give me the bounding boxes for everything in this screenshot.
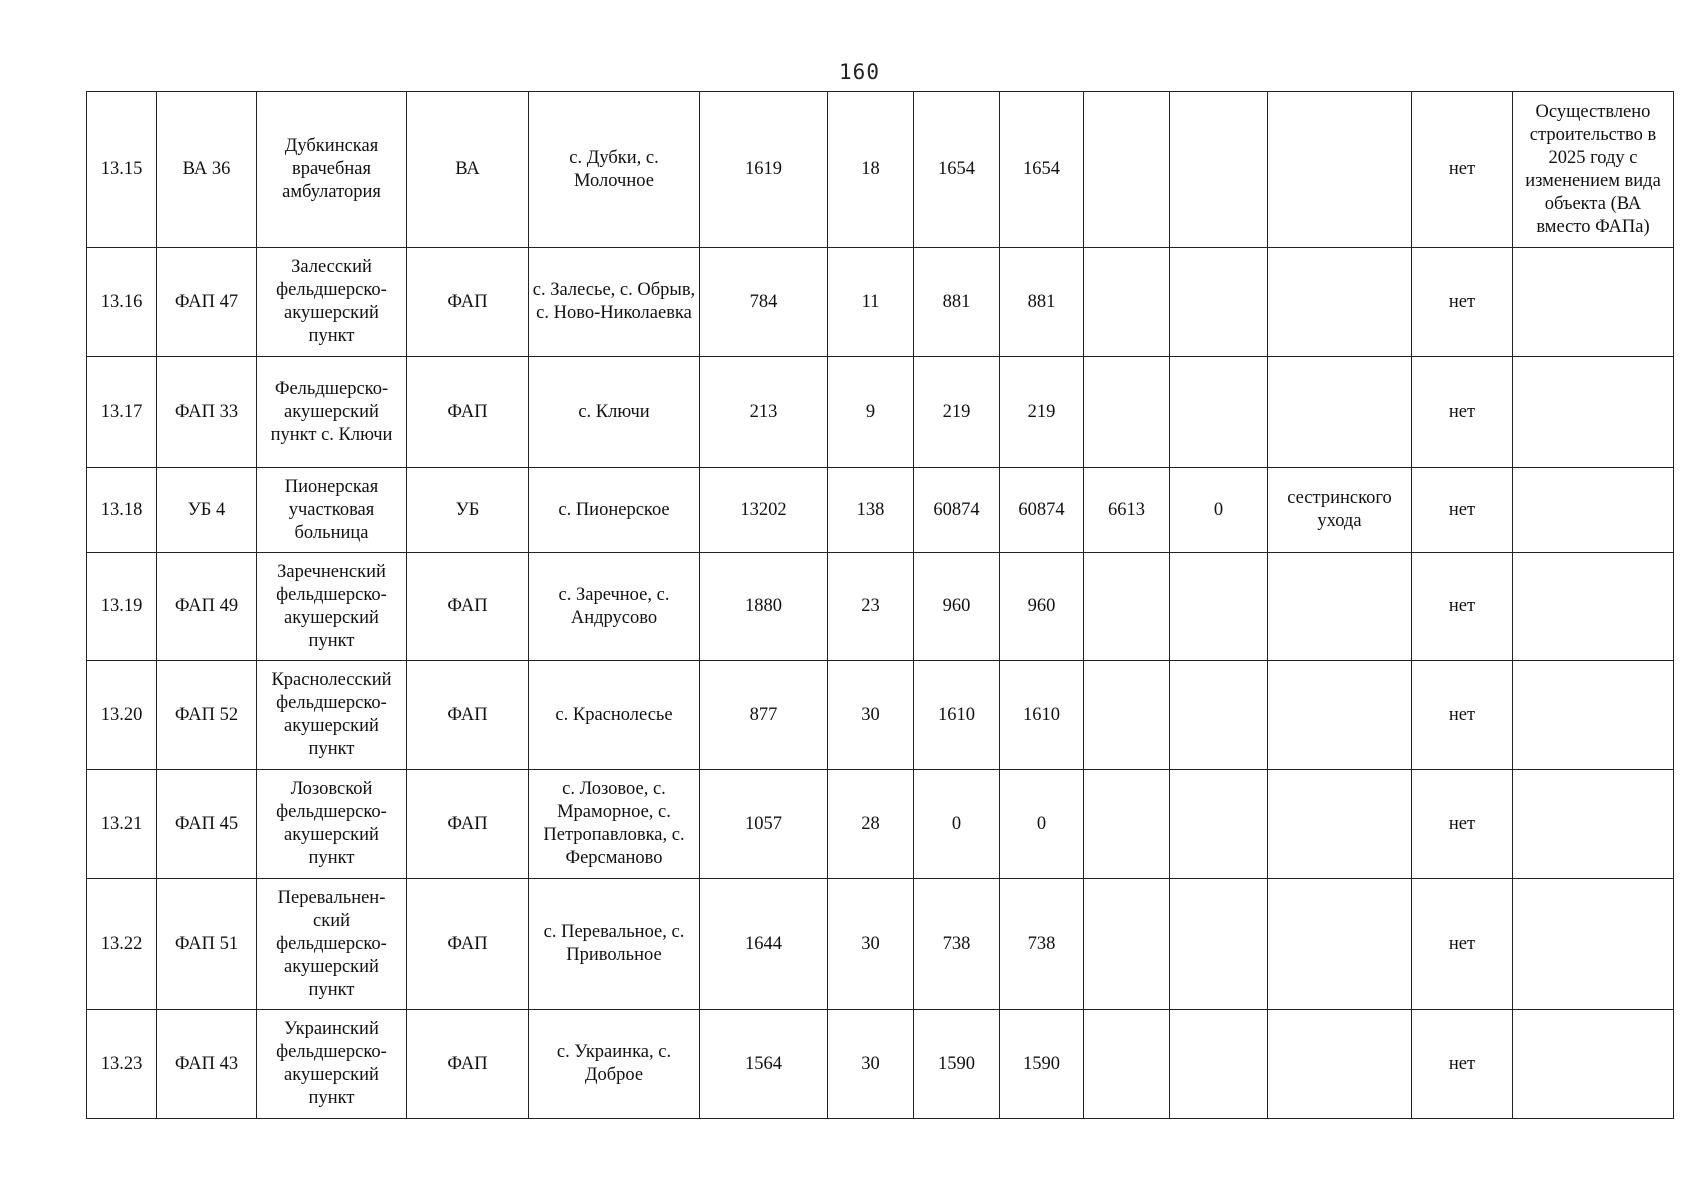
value-7 [1268,661,1412,770]
value-2: 11 [828,248,914,357]
note [1513,661,1674,770]
note [1513,357,1674,468]
value-3: 60874 [914,468,1000,553]
value-4: 219 [1000,357,1084,468]
table-row [87,357,1674,468]
settlements: с. Залесье, с. Обрыв, с. Ново-Николаевка [529,248,700,357]
settlements: с. Пионерское [529,468,700,553]
value-1: 1564 [700,1010,828,1119]
value-2: 138 [828,468,914,553]
value-4: 60874 [1000,468,1084,553]
table-row [87,770,1674,879]
value-5 [1084,879,1170,1010]
note [1513,770,1674,879]
settlements: с. Ключи [529,357,700,468]
value-1: 1644 [700,879,828,1010]
row-number: 13.15 [87,92,157,248]
facility-code: ВА 36 [157,92,257,248]
value-7 [1268,92,1412,248]
value-1: 213 [700,357,828,468]
value-8: нет [1412,468,1513,553]
row-number: 13.23 [87,1010,157,1119]
value-6 [1170,92,1268,248]
value-7 [1268,553,1412,661]
value-2: 30 [828,1010,914,1119]
facility-type: ВА [407,92,529,248]
value-8: нет [1412,553,1513,661]
facilities-table [86,91,1674,1119]
value-5 [1084,661,1170,770]
value-3: 1590 [914,1010,1000,1119]
settlements: с. Краснолесье [529,661,700,770]
facility-type: УБ [407,468,529,553]
value-6 [1170,248,1268,357]
value-7 [1268,1010,1412,1119]
value-7 [1268,879,1412,1010]
value-4: 1590 [1000,1010,1084,1119]
table-row [87,879,1674,1010]
settlements: с. Дубки, с. Молочное [529,92,700,248]
facility-type: ФАП [407,770,529,879]
facility-name: Краснолесский фельдшерско-акушерский пункт [257,661,407,770]
facility-name: Фельдшерско-акушерский пункт с. Ключи [257,357,407,468]
value-2: 30 [828,879,914,1010]
value-3: 1654 [914,92,1000,248]
value-1: 1619 [700,92,828,248]
value-1: 784 [700,248,828,357]
table-row [87,248,1674,357]
note: Осуществлено строительство в 2025 году с изменением вида объекта (ВА вместо ФАПа) [1513,92,1674,248]
value-6 [1170,357,1268,468]
value-3: 1610 [914,661,1000,770]
value-1: 1880 [700,553,828,661]
value-7 [1268,248,1412,357]
value-5 [1084,553,1170,661]
table-row [87,92,1674,248]
value-8: нет [1412,879,1513,1010]
value-1: 877 [700,661,828,770]
table-row [87,468,1674,553]
facility-code: ФАП 45 [157,770,257,879]
facility-code: ФАП 43 [157,1010,257,1119]
value-5 [1084,248,1170,357]
facility-code: ФАП 47 [157,248,257,357]
facility-name: Залесский фельдшерско-акушерский пункт [257,248,407,357]
value-8: нет [1412,248,1513,357]
value-4: 1654 [1000,92,1084,248]
facility-code: ФАП 33 [157,357,257,468]
facility-type: ФАП [407,357,529,468]
value-1: 1057 [700,770,828,879]
value-5 [1084,92,1170,248]
facility-code: ФАП 49 [157,553,257,661]
table-row [87,553,1674,661]
value-6 [1170,770,1268,879]
note [1513,1010,1674,1119]
facility-type: ФАП [407,248,529,357]
note [1513,248,1674,357]
value-5: 6613 [1084,468,1170,553]
row-number: 13.19 [87,553,157,661]
row-number: 13.18 [87,468,157,553]
facility-name: Лозовской фельдшерско-акушерский пункт [257,770,407,879]
facility-name: Перевальнен-ский фельдшерско-акушерский пункт [257,879,407,1010]
value-6 [1170,1010,1268,1119]
facility-name: Дубкинская врачебная амбулатория [257,92,407,248]
value-2: 9 [828,357,914,468]
value-6: 0 [1170,468,1268,553]
value-4: 738 [1000,879,1084,1010]
facility-name: Украинский фельдшерско-акушерский пункт [257,1010,407,1119]
value-8: нет [1412,661,1513,770]
value-8: нет [1412,770,1513,879]
row-number: 13.16 [87,248,157,357]
value-3: 881 [914,248,1000,357]
facility-code: ФАП 51 [157,879,257,1010]
value-8: нет [1412,357,1513,468]
row-number: 13.20 [87,661,157,770]
settlements: с. Лозовое, с. Мраморное, с. Петропавловка, с. Ферсманово [529,770,700,879]
facility-code: УБ 4 [157,468,257,553]
facility-name: Пионерская участковая больница [257,468,407,553]
value-4: 1610 [1000,661,1084,770]
row-number: 13.22 [87,879,157,1010]
facility-name: Заречненский фельдшерско-акушерский пункт [257,553,407,661]
value-4: 960 [1000,553,1084,661]
facility-code: ФАП 52 [157,661,257,770]
value-7 [1268,357,1412,468]
value-2: 30 [828,661,914,770]
value-3: 738 [914,879,1000,1010]
value-6 [1170,553,1268,661]
value-6 [1170,879,1268,1010]
value-2: 23 [828,553,914,661]
value-2: 28 [828,770,914,879]
value-4: 881 [1000,248,1084,357]
note [1513,468,1674,553]
value-3: 219 [914,357,1000,468]
value-8: нет [1412,1010,1513,1119]
facility-type: ФАП [407,661,529,770]
row-number: 13.21 [87,770,157,879]
settlements: с. Украинка, с. Доброе [529,1010,700,1119]
value-6 [1170,661,1268,770]
value-3: 0 [914,770,1000,879]
value-3: 960 [914,553,1000,661]
table-row [87,1010,1674,1119]
facility-type: ФАП [407,1010,529,1119]
page-number: 160 [839,60,880,84]
value-2: 18 [828,92,914,248]
value-7 [1268,770,1412,879]
value-5 [1084,357,1170,468]
row-number: 13.17 [87,357,157,468]
table-row [87,661,1674,770]
value-1: 13202 [700,468,828,553]
settlements: с. Перевальное, с. Привольное [529,879,700,1010]
note [1513,879,1674,1010]
value-4: 0 [1000,770,1084,879]
value-8: нет [1412,92,1513,248]
facility-type: ФАП [407,553,529,661]
note [1513,553,1674,661]
value-5 [1084,1010,1170,1119]
value-7: сестринского ухода [1268,468,1412,553]
settlements: с. Заречное, с. Андрусово [529,553,700,661]
facility-type: ФАП [407,879,529,1010]
value-5 [1084,770,1170,879]
